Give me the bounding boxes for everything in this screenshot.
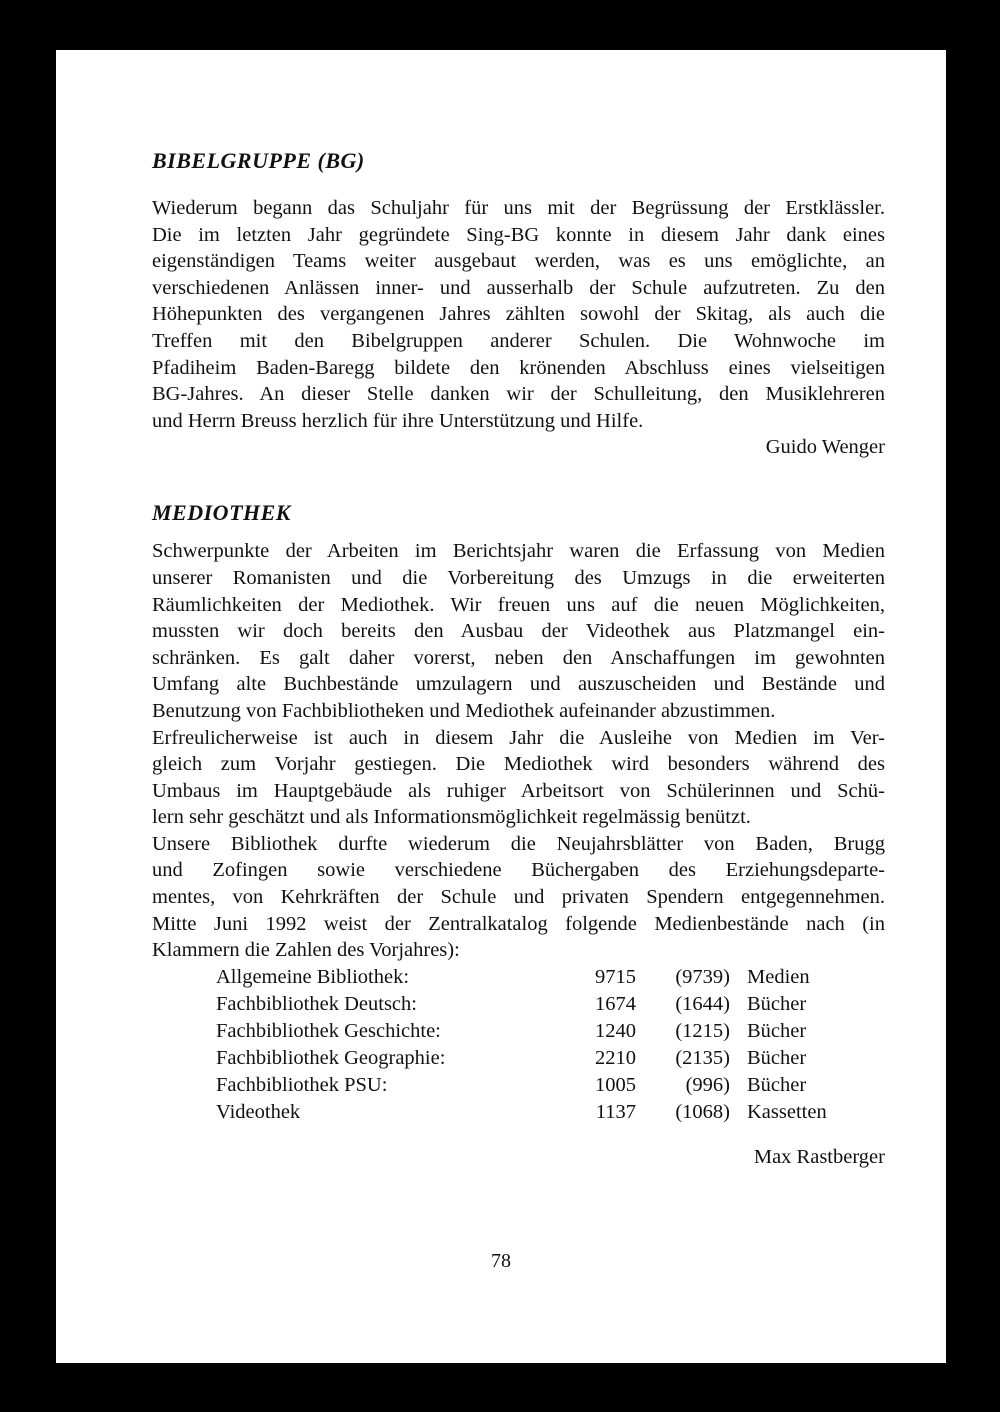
text-line: Höhepunkten des vergangenen Jahres zählten sowohl der Skitag, als auch die <box>152 303 885 326</box>
inventory-count: 1674 <box>595 992 636 1015</box>
text-line: Mitte Juni 1992 weist der Zentralkatalog folgende Medienbestände nach (in <box>152 912 885 935</box>
inventory-count: 1005 <box>595 1073 636 1096</box>
inventory-previous: (1068) <box>675 1100 730 1123</box>
inventory-row <box>216 964 885 991</box>
inventory-label: Allgemeine Bibliothek: <box>216 965 410 988</box>
text-line: BG-Jahres. An dieser Stelle danken wir der Schulleitung, den Musiklehreren <box>152 383 885 406</box>
text-line: unserer Romanisten und die Vorbereitung des Umzugs in die erweiterten <box>152 566 885 589</box>
section-paragraph <box>152 195 885 434</box>
text-line: eigenständigen Teams weiter ausgebaut werden, was es uns emöglichte, an <box>152 250 885 273</box>
text-line: schränken. Es galt daher vorerst, neben den Anschaffungen im gewohnten <box>152 646 885 669</box>
inventory-previous: (996) <box>685 1073 730 1096</box>
text-line: mussten wir doch bereits den Ausbau der Videothek aus Platzmangel ein- <box>152 620 885 643</box>
inventory-previous: (2135) <box>675 1046 730 1069</box>
inventory-unit: Kassetten <box>747 1100 827 1123</box>
inventory-row <box>216 991 885 1018</box>
inventory-row <box>216 1099 885 1126</box>
inventory-row <box>216 1072 885 1099</box>
inventory-unit: Medien <box>747 965 810 988</box>
inventory-row <box>216 1045 885 1072</box>
inventory-previous: (1644) <box>675 992 730 1015</box>
text-line: Räumlichkeiten der Mediothek. Wir freuen uns auf die neuen Möglichkeiten, <box>152 593 885 616</box>
signature: Guido Wenger <box>765 436 885 459</box>
page-number: 78 <box>491 1250 511 1272</box>
text-line: gleich zum Vorjahr gestiegen. Die Mediothek wird besonders während des <box>152 753 885 776</box>
inventory-count: 1137 <box>595 1100 636 1123</box>
section-mediothek <box>152 499 885 1170</box>
inventory-previous: (1215) <box>675 1019 730 1042</box>
inventory-unit: Bücher <box>747 1019 807 1042</box>
inventory-label: Fachbibliothek Geschichte: <box>216 1019 441 1042</box>
page-content <box>152 147 885 1170</box>
inventory-count: 2210 <box>595 1046 636 1069</box>
text-line: und Herrn Breuss herzlich für ihre Unterstützung und Hilfe. <box>152 409 644 432</box>
text-line: Wiederum begann das Schuljahr für uns mit der Begrüssung der Erstklässler. <box>152 197 885 219</box>
inventory-count: 9715 <box>595 965 636 988</box>
text-line: Klammern die Zahlen des Vorjahres): <box>152 939 460 962</box>
document-page <box>56 50 946 1363</box>
inventory-label: Fachbibliothek Deutsch: <box>216 992 417 1015</box>
text-line: und Zofingen sowie verschiedene Büchergaben des Erziehungsdeparte- <box>152 859 885 882</box>
inventory-count: 1240 <box>595 1019 636 1042</box>
signature: Max Rastberger <box>753 1145 885 1168</box>
inventory-unit: Bücher <box>747 992 807 1015</box>
inventory-label: Videothek <box>216 1100 301 1123</box>
text-line: Umbaus im Hauptgebäude als ruhiger Arbeitsort von Schülerinnen und Schü- <box>152 779 885 802</box>
section-bibelgruppe <box>152 147 885 460</box>
inventory-unit: Bücher <box>747 1046 807 1069</box>
section-heading: BIBELGRUPPE (BG) <box>152 148 365 173</box>
inventory-unit: Bücher <box>747 1073 807 1096</box>
text-line: Schwerpunkte der Arbeiten im Berichtsjahr waren die Erfassung von Medien <box>152 540 885 563</box>
text-line: Benutzung von Fachbibliotheken und Mediothek aufeinander abzustimmen. <box>152 699 776 722</box>
text-line: verschiedenen Anlässen inner- und ausserhalb der Schule aufzutreten. Zu den <box>152 276 885 299</box>
text-line: Treffen mit den Bibelgruppen anderer Schulen. Die Wohnwoche im <box>152 329 885 352</box>
text-line: Erfreulicherweise ist auch in diesem Jahr die Ausleihe von Medien im Ver- <box>152 726 885 749</box>
text-line: mentes, von Kehrkräften der Schule und privaten Spendern entgegennehmen. <box>152 886 885 909</box>
inventory-label: Fachbibliothek PSU: <box>216 1073 388 1096</box>
inventory-previous: (9739) <box>675 965 730 988</box>
section-heading: MEDIOTHEK <box>152 500 291 526</box>
text-line: Pfadiheim Baden-Baregg bildete den krönenden Abschluss eines vielseitigen <box>152 356 885 379</box>
text-line: Die im letzten Jahr gegründete Sing-BG konnte in diesem Jahr dank eines <box>152 223 885 246</box>
text-line: Unsere Bibliothek durfte wiederum die Neujahrsblätter von Baden, Brugg <box>152 832 885 855</box>
section-paragraph <box>152 538 885 964</box>
text-line: lern sehr geschätzt und als Informationsmöglichkeit regelmässig benützt. <box>152 806 751 829</box>
inventory-table <box>216 964 885 1126</box>
inventory-row <box>216 1018 885 1045</box>
inventory-label: Fachbibliothek Geographie: <box>216 1046 446 1069</box>
text-line: Umfang alte Buchbestände umzulagern und auszuscheiden und Bestände und <box>152 673 885 696</box>
